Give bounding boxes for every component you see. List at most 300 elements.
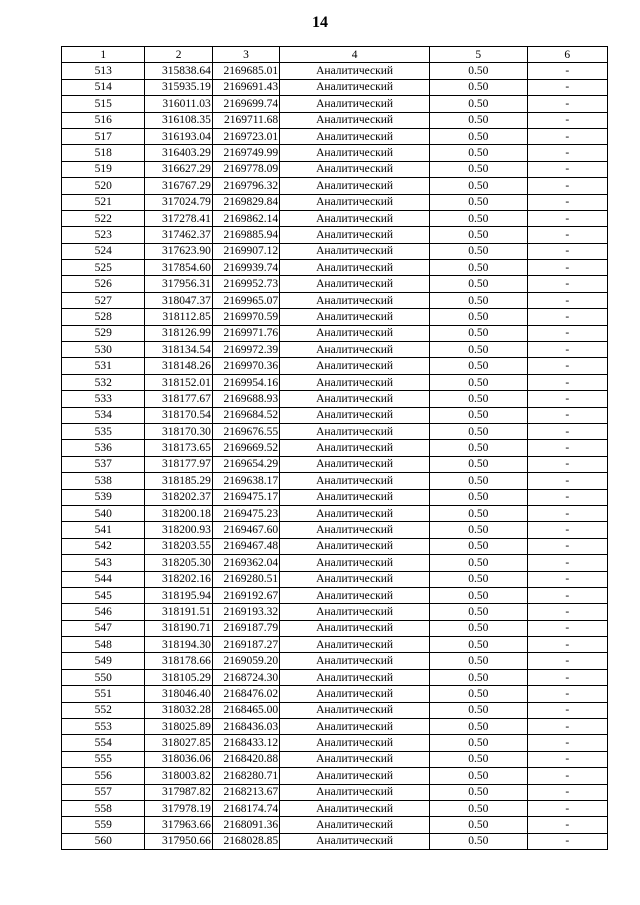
table-row — [62, 473, 608, 489]
note-cell: - — [527, 669, 607, 685]
method-cell: Аналитический — [280, 440, 430, 456]
x-coordinate-cell: 318202.16 — [145, 571, 212, 587]
method-cell: Аналитический — [280, 817, 430, 833]
note-cell: - — [527, 538, 607, 554]
note-cell: - — [527, 817, 607, 833]
x-coordinate-cell: 318036.06 — [145, 751, 212, 767]
column-header-4: 4 — [280, 47, 430, 63]
point-number-cell: 539 — [62, 489, 145, 505]
coordinates-table — [61, 46, 608, 850]
x-coordinate-cell: 316403.29 — [145, 145, 212, 161]
accuracy-cell: 0.50 — [429, 604, 527, 620]
point-number-cell: 553 — [62, 719, 145, 735]
table-row — [62, 292, 608, 308]
point-number-cell: 541 — [62, 522, 145, 538]
x-coordinate-cell: 318177.97 — [145, 456, 212, 472]
accuracy-cell: 0.50 — [429, 440, 527, 456]
y-coordinate-cell: 2169885.94 — [212, 227, 279, 243]
x-coordinate-cell: 318200.18 — [145, 505, 212, 521]
point-number-cell: 549 — [62, 653, 145, 669]
table-row — [62, 243, 608, 259]
accuracy-cell: 0.50 — [429, 276, 527, 292]
x-coordinate-cell: 318025.89 — [145, 719, 212, 735]
accuracy-cell: 0.50 — [429, 292, 527, 308]
point-number-cell: 516 — [62, 112, 145, 128]
accuracy-cell: 0.50 — [429, 342, 527, 358]
y-coordinate-cell: 2169685.01 — [212, 63, 279, 79]
method-cell: Аналитический — [280, 653, 430, 669]
accuracy-cell: 0.50 — [429, 358, 527, 374]
accuracy-cell: 0.50 — [429, 587, 527, 603]
accuracy-cell: 0.50 — [429, 178, 527, 194]
note-cell: - — [527, 784, 607, 800]
table-row — [62, 735, 608, 751]
table-row — [62, 79, 608, 95]
note-cell: - — [527, 96, 607, 112]
column-header-2: 2 — [145, 47, 212, 63]
table-row — [62, 96, 608, 112]
table-row — [62, 391, 608, 407]
x-coordinate-cell: 318194.30 — [145, 637, 212, 653]
accuracy-cell: 0.50 — [429, 227, 527, 243]
x-coordinate-cell: 318173.65 — [145, 440, 212, 456]
point-number-cell: 528 — [62, 309, 145, 325]
y-coordinate-cell: 2169699.74 — [212, 96, 279, 112]
point-number-cell: 555 — [62, 751, 145, 767]
point-number-cell: 515 — [62, 96, 145, 112]
x-coordinate-cell: 317987.82 — [145, 784, 212, 800]
accuracy-cell: 0.50 — [429, 96, 527, 112]
table-row — [62, 604, 608, 620]
y-coordinate-cell: 2169907.12 — [212, 243, 279, 259]
accuracy-cell: 0.50 — [429, 768, 527, 784]
page-number: 14 — [312, 14, 328, 31]
y-coordinate-cell: 2169723.01 — [212, 128, 279, 144]
point-number-cell: 520 — [62, 178, 145, 194]
method-cell: Аналитический — [280, 456, 430, 472]
accuracy-cell: 0.50 — [429, 702, 527, 718]
note-cell: - — [527, 489, 607, 505]
method-cell: Аналитический — [280, 522, 430, 538]
point-number-cell: 529 — [62, 325, 145, 341]
y-coordinate-cell: 2168476.02 — [212, 686, 279, 702]
method-cell: Аналитический — [280, 735, 430, 751]
point-number-cell: 537 — [62, 456, 145, 472]
method-cell: Аналитический — [280, 309, 430, 325]
accuracy-cell: 0.50 — [429, 538, 527, 554]
method-cell: Аналитический — [280, 833, 430, 849]
method-cell: Аналитический — [280, 161, 430, 177]
table-row — [62, 653, 608, 669]
method-cell: Аналитический — [280, 407, 430, 423]
method-cell: Аналитический — [280, 391, 430, 407]
note-cell: - — [527, 800, 607, 816]
table-row — [62, 489, 608, 505]
accuracy-cell: 0.50 — [429, 260, 527, 276]
table-row — [62, 112, 608, 128]
method-cell: Аналитический — [280, 292, 430, 308]
note-cell: - — [527, 325, 607, 341]
x-coordinate-cell: 318046.40 — [145, 686, 212, 702]
method-cell: Аналитический — [280, 587, 430, 603]
y-coordinate-cell: 2168213.67 — [212, 784, 279, 800]
note-cell: - — [527, 473, 607, 489]
column-header-3: 3 — [212, 47, 279, 63]
note-cell: - — [527, 63, 607, 79]
y-coordinate-cell: 2169778.09 — [212, 161, 279, 177]
table-row — [62, 128, 608, 144]
table-row — [62, 637, 608, 653]
y-coordinate-cell: 2169059.20 — [212, 653, 279, 669]
x-coordinate-cell: 318178.66 — [145, 653, 212, 669]
table-row — [62, 145, 608, 161]
accuracy-cell: 0.50 — [429, 719, 527, 735]
x-coordinate-cell: 317950.66 — [145, 833, 212, 849]
point-number-cell: 551 — [62, 686, 145, 702]
x-coordinate-cell: 317978.19 — [145, 800, 212, 816]
y-coordinate-cell: 2169970.36 — [212, 358, 279, 374]
x-coordinate-cell: 318105.29 — [145, 669, 212, 685]
accuracy-cell: 0.50 — [429, 800, 527, 816]
method-cell: Аналитический — [280, 719, 430, 735]
accuracy-cell: 0.50 — [429, 669, 527, 685]
table-row — [62, 505, 608, 521]
method-cell: Аналитический — [280, 145, 430, 161]
note-cell: - — [527, 391, 607, 407]
method-cell: Аналитический — [280, 784, 430, 800]
note-cell: - — [527, 604, 607, 620]
accuracy-cell: 0.50 — [429, 817, 527, 833]
note-cell: - — [527, 653, 607, 669]
point-number-cell: 523 — [62, 227, 145, 243]
note-cell: - — [527, 522, 607, 538]
method-cell: Аналитический — [280, 620, 430, 636]
note-cell: - — [527, 719, 607, 735]
column-header-1: 1 — [62, 47, 145, 63]
accuracy-cell: 0.50 — [429, 128, 527, 144]
note-cell: - — [527, 571, 607, 587]
x-coordinate-cell: 316011.03 — [145, 96, 212, 112]
x-coordinate-cell: 318126.99 — [145, 325, 212, 341]
point-number-cell: 540 — [62, 505, 145, 521]
y-coordinate-cell: 2169970.59 — [212, 309, 279, 325]
x-coordinate-cell: 318190.71 — [145, 620, 212, 636]
point-number-cell: 534 — [62, 407, 145, 423]
table-row — [62, 538, 608, 554]
table-row — [62, 194, 608, 210]
point-number-cell: 532 — [62, 374, 145, 390]
accuracy-cell: 0.50 — [429, 653, 527, 669]
x-coordinate-cell: 318191.51 — [145, 604, 212, 620]
note-cell: - — [527, 227, 607, 243]
point-number-cell: 513 — [62, 63, 145, 79]
accuracy-cell: 0.50 — [429, 735, 527, 751]
method-cell: Аналитический — [280, 751, 430, 767]
y-coordinate-cell: 2168465.00 — [212, 702, 279, 718]
y-coordinate-cell: 2168420.88 — [212, 751, 279, 767]
y-coordinate-cell: 2169688.93 — [212, 391, 279, 407]
point-number-cell: 530 — [62, 342, 145, 358]
accuracy-cell: 0.50 — [429, 751, 527, 767]
table-row — [62, 374, 608, 390]
note-cell: - — [527, 751, 607, 767]
y-coordinate-cell: 2168091.36 — [212, 817, 279, 833]
accuracy-cell: 0.50 — [429, 456, 527, 472]
method-cell: Аналитический — [280, 702, 430, 718]
y-coordinate-cell: 2169187.79 — [212, 620, 279, 636]
accuracy-cell: 0.50 — [429, 112, 527, 128]
x-coordinate-cell: 316767.29 — [145, 178, 212, 194]
method-cell: Аналитический — [280, 768, 430, 784]
point-number-cell: 547 — [62, 620, 145, 636]
accuracy-cell: 0.50 — [429, 784, 527, 800]
accuracy-cell: 0.50 — [429, 505, 527, 521]
method-cell: Аналитический — [280, 538, 430, 554]
note-cell: - — [527, 833, 607, 849]
note-cell: - — [527, 637, 607, 653]
x-coordinate-cell: 318170.54 — [145, 407, 212, 423]
table-row — [62, 407, 608, 423]
point-number-cell: 554 — [62, 735, 145, 751]
point-number-cell: 543 — [62, 555, 145, 571]
method-cell: Аналитический — [280, 571, 430, 587]
y-coordinate-cell: 2169187.27 — [212, 637, 279, 653]
table-body — [62, 63, 608, 850]
point-number-cell: 558 — [62, 800, 145, 816]
y-coordinate-cell: 2169654.29 — [212, 456, 279, 472]
accuracy-cell: 0.50 — [429, 686, 527, 702]
note-cell: - — [527, 112, 607, 128]
table-row — [62, 210, 608, 226]
table-row — [62, 669, 608, 685]
y-coordinate-cell: 2169475.23 — [212, 505, 279, 521]
accuracy-cell: 0.50 — [429, 555, 527, 571]
method-cell: Аналитический — [280, 423, 430, 439]
x-coordinate-cell: 318032.28 — [145, 702, 212, 718]
method-cell: Аналитический — [280, 686, 430, 702]
point-number-cell: 544 — [62, 571, 145, 587]
x-coordinate-cell: 318177.67 — [145, 391, 212, 407]
table-row — [62, 833, 608, 849]
method-cell: Аналитический — [280, 260, 430, 276]
method-cell: Аналитический — [280, 325, 430, 341]
point-number-cell: 538 — [62, 473, 145, 489]
table-row — [62, 276, 608, 292]
y-coordinate-cell: 2169192.67 — [212, 587, 279, 603]
table-row — [62, 456, 608, 472]
method-cell: Аналитический — [280, 210, 430, 226]
note-cell: - — [527, 555, 607, 571]
method-cell: Аналитический — [280, 489, 430, 505]
point-number-cell: 514 — [62, 79, 145, 95]
note-cell: - — [527, 456, 607, 472]
point-number-cell: 548 — [62, 637, 145, 653]
table-row — [62, 309, 608, 325]
point-number-cell: 517 — [62, 128, 145, 144]
x-coordinate-cell: 318003.82 — [145, 768, 212, 784]
point-number-cell: 556 — [62, 768, 145, 784]
point-number-cell: 527 — [62, 292, 145, 308]
accuracy-cell: 0.50 — [429, 620, 527, 636]
point-number-cell: 552 — [62, 702, 145, 718]
accuracy-cell: 0.50 — [429, 325, 527, 341]
y-coordinate-cell: 2169749.99 — [212, 145, 279, 161]
method-cell: Аналитический — [280, 79, 430, 95]
note-cell: - — [527, 342, 607, 358]
note-cell: - — [527, 309, 607, 325]
table-row — [62, 719, 608, 735]
method-cell: Аналитический — [280, 342, 430, 358]
table-row — [62, 260, 608, 276]
accuracy-cell: 0.50 — [429, 194, 527, 210]
method-cell: Аналитический — [280, 505, 430, 521]
note-cell: - — [527, 210, 607, 226]
table-row — [62, 702, 608, 718]
accuracy-cell: 0.50 — [429, 833, 527, 849]
note-cell: - — [527, 686, 607, 702]
y-coordinate-cell: 2169939.74 — [212, 260, 279, 276]
table-row — [62, 768, 608, 784]
method-cell: Аналитический — [280, 374, 430, 390]
accuracy-cell: 0.50 — [429, 161, 527, 177]
x-coordinate-cell: 318205.30 — [145, 555, 212, 571]
table-row — [62, 358, 608, 374]
table-row — [62, 571, 608, 587]
y-coordinate-cell: 2169280.51 — [212, 571, 279, 587]
x-coordinate-cell: 318200.93 — [145, 522, 212, 538]
y-coordinate-cell: 2169467.48 — [212, 538, 279, 554]
note-cell: - — [527, 178, 607, 194]
point-number-cell: 533 — [62, 391, 145, 407]
accuracy-cell: 0.50 — [429, 210, 527, 226]
table-row — [62, 555, 608, 571]
point-number-cell: 545 — [62, 587, 145, 603]
method-cell: Аналитический — [280, 243, 430, 259]
note-cell: - — [527, 587, 607, 603]
table-row — [62, 620, 608, 636]
y-coordinate-cell: 2169676.55 — [212, 423, 279, 439]
point-number-cell: 559 — [62, 817, 145, 833]
x-coordinate-cell: 318195.94 — [145, 587, 212, 603]
y-coordinate-cell: 2169669.52 — [212, 440, 279, 456]
y-coordinate-cell: 2168028.85 — [212, 833, 279, 849]
method-cell: Аналитический — [280, 555, 430, 571]
column-header-5: 5 — [429, 47, 527, 63]
accuracy-cell: 0.50 — [429, 423, 527, 439]
point-number-cell: 536 — [62, 440, 145, 456]
accuracy-cell: 0.50 — [429, 63, 527, 79]
accuracy-cell: 0.50 — [429, 309, 527, 325]
table-row — [62, 784, 608, 800]
accuracy-cell: 0.50 — [429, 473, 527, 489]
point-number-cell: 521 — [62, 194, 145, 210]
accuracy-cell: 0.50 — [429, 571, 527, 587]
point-number-cell: 560 — [62, 833, 145, 849]
x-coordinate-cell: 318027.85 — [145, 735, 212, 751]
note-cell: - — [527, 260, 607, 276]
accuracy-cell: 0.50 — [429, 522, 527, 538]
point-number-cell: 546 — [62, 604, 145, 620]
method-cell: Аналитический — [280, 669, 430, 685]
table-row — [62, 686, 608, 702]
note-cell: - — [527, 407, 607, 423]
note-cell: - — [527, 620, 607, 636]
x-coordinate-cell: 317963.66 — [145, 817, 212, 833]
point-number-cell: 526 — [62, 276, 145, 292]
table-row — [62, 800, 608, 816]
note-cell: - — [527, 276, 607, 292]
accuracy-cell: 0.50 — [429, 243, 527, 259]
note-cell: - — [527, 768, 607, 784]
accuracy-cell: 0.50 — [429, 407, 527, 423]
table-row — [62, 342, 608, 358]
point-number-cell: 531 — [62, 358, 145, 374]
x-coordinate-cell: 318134.54 — [145, 342, 212, 358]
point-number-cell: 535 — [62, 423, 145, 439]
note-cell: - — [527, 440, 607, 456]
accuracy-cell: 0.50 — [429, 391, 527, 407]
y-coordinate-cell: 2169467.60 — [212, 522, 279, 538]
x-coordinate-cell: 318185.29 — [145, 473, 212, 489]
y-coordinate-cell: 2169796.32 — [212, 178, 279, 194]
method-cell: Аналитический — [280, 227, 430, 243]
point-number-cell: 524 — [62, 243, 145, 259]
note-cell: - — [527, 423, 607, 439]
y-coordinate-cell: 2168280.71 — [212, 768, 279, 784]
table-row — [62, 227, 608, 243]
method-cell: Аналитический — [280, 178, 430, 194]
table-row — [62, 161, 608, 177]
method-cell: Аналитический — [280, 604, 430, 620]
method-cell: Аналитический — [280, 800, 430, 816]
note-cell: - — [527, 128, 607, 144]
table-row — [62, 178, 608, 194]
x-coordinate-cell: 317462.37 — [145, 227, 212, 243]
y-coordinate-cell: 2169954.16 — [212, 374, 279, 390]
note-cell: - — [527, 505, 607, 521]
note-cell: - — [527, 161, 607, 177]
y-coordinate-cell: 2169972.39 — [212, 342, 279, 358]
point-number-cell: 542 — [62, 538, 145, 554]
note-cell: - — [527, 702, 607, 718]
x-coordinate-cell: 315838.64 — [145, 63, 212, 79]
y-coordinate-cell: 2169829.84 — [212, 194, 279, 210]
accuracy-cell: 0.50 — [429, 145, 527, 161]
y-coordinate-cell: 2169862.14 — [212, 210, 279, 226]
y-coordinate-cell: 2169691.43 — [212, 79, 279, 95]
accuracy-cell: 0.50 — [429, 79, 527, 95]
y-coordinate-cell: 2169475.17 — [212, 489, 279, 505]
x-coordinate-cell: 318047.37 — [145, 292, 212, 308]
x-coordinate-cell: 316193.04 — [145, 128, 212, 144]
x-coordinate-cell: 318202.37 — [145, 489, 212, 505]
accuracy-cell: 0.50 — [429, 637, 527, 653]
y-coordinate-cell: 2169684.52 — [212, 407, 279, 423]
method-cell: Аналитический — [280, 276, 430, 292]
x-coordinate-cell: 317956.31 — [145, 276, 212, 292]
y-coordinate-cell: 2168433.12 — [212, 735, 279, 751]
table-header-row — [62, 47, 608, 63]
y-coordinate-cell: 2169952.73 — [212, 276, 279, 292]
x-coordinate-cell: 318170.30 — [145, 423, 212, 439]
table-row — [62, 587, 608, 603]
note-cell: - — [527, 292, 607, 308]
y-coordinate-cell: 2168174.74 — [212, 800, 279, 816]
x-coordinate-cell: 317854.60 — [145, 260, 212, 276]
y-coordinate-cell: 2169711.68 — [212, 112, 279, 128]
x-coordinate-cell: 315935.19 — [145, 79, 212, 95]
y-coordinate-cell: 2169971.76 — [212, 325, 279, 341]
